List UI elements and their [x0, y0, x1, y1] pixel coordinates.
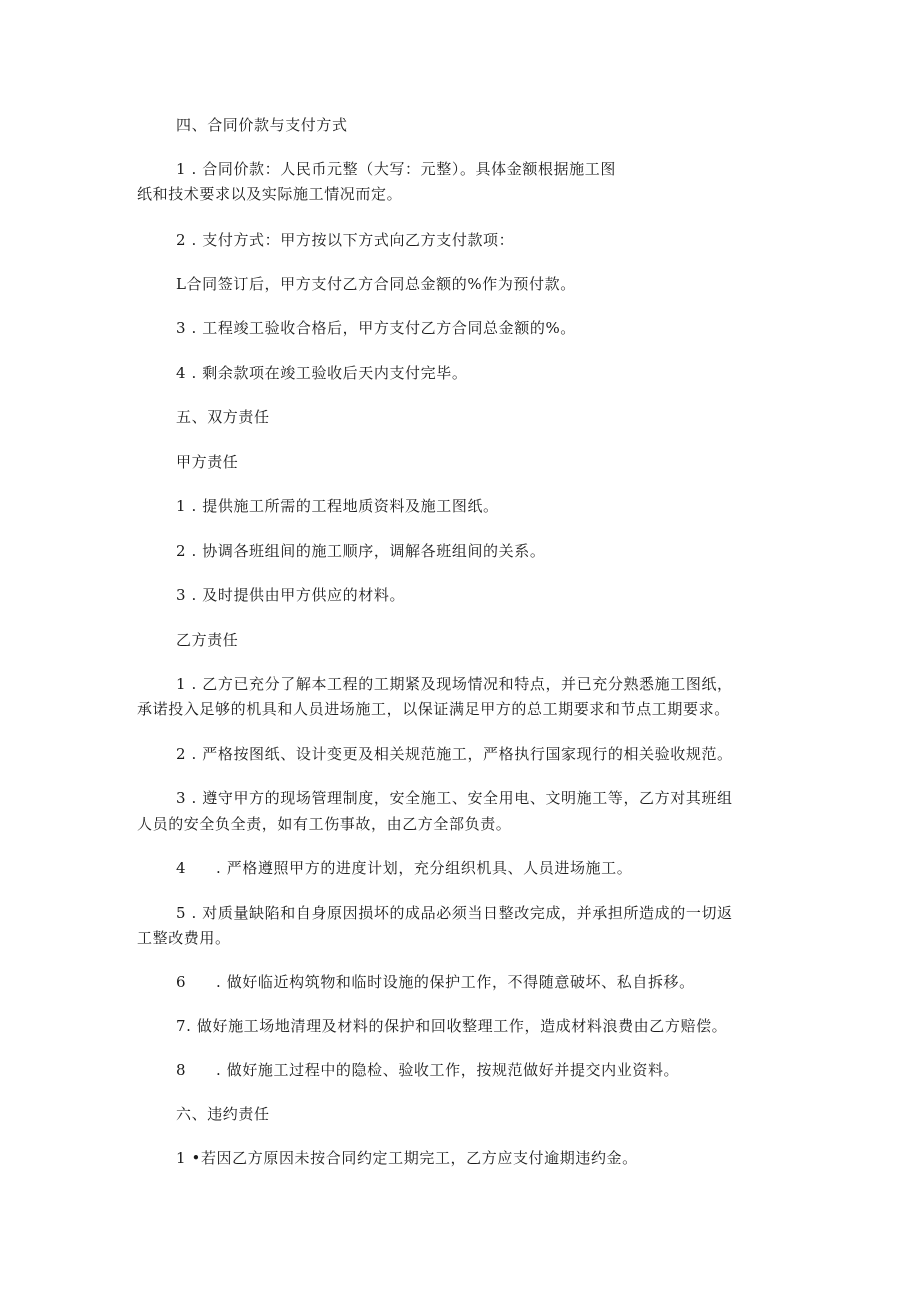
party-a-item-1: 1 . 提供施工所需的工程地质资料及施工图纸。 [176, 497, 499, 515]
section-4-item-3: 3 . 工程竣工验收合格后，甲方支付乙方合同总金额的%。 [176, 319, 576, 337]
party-b-item-1-line-1: 1 . 乙方已充分了解本工程的工期紧及现场情况和特点，并已充分熟悉施工图纸， [176, 675, 733, 693]
party-b-item-5-line-2: 工整改费用。 [137, 929, 231, 947]
section-4-item-1-line-1: 1 . 合同价款：人民币元整（大写：元整）。具体金额根据施工图 [176, 160, 616, 178]
party-a-item-2: 2 . 协调各班组间的施工顺序，调解各班组间的关系。 [176, 542, 546, 560]
section-4-item-2-sub-1: L合同签订后，甲方支付乙方合同总金额的%作为预付款。 [176, 275, 576, 293]
party-b-item-6-number: 6 [176, 973, 187, 991]
party-b-item-6 [176, 971, 695, 993]
section-4-item-4: 4 . 剩余款项在竣工验收后天内支付完毕。 [176, 364, 468, 382]
section-5-heading: 五、双方责任 [176, 408, 270, 426]
party-b-item-7: 7. 做好施工场地清理及材料的保护和回收整理工作，造成材料浪费由乙方赔偿。 [176, 1017, 728, 1035]
party-b-item-3-line-1: 3 . 遵守甲方的现场管理制度，安全施工、安全用电、文明施工等，乙方对其班组 [176, 789, 733, 807]
party-b-item-8-text: . 做好施工过程中的隐检、验收工作，按规范做好并提交内业资料。 [216, 1061, 680, 1079]
party-b-item-6-text: . 做好临近构筑物和临时设施的保护工作，不得随意破坏、私自拆移。 [216, 973, 695, 991]
party-a-heading: 甲方责任 [176, 453, 239, 471]
party-b-item-5-line-1: 5 . 对质量缺陷和自身原因损坏的成品必须当日整改完成，并承担所造成的一切返 [176, 904, 733, 922]
party-b-item-8 [176, 1059, 679, 1081]
party-b-item-2: 2 . 严格按图纸、设计变更及相关规范施工，严格执行国家现行的相关验收规范。 [176, 745, 733, 763]
party-b-item-8-number: 8 [176, 1061, 187, 1079]
party-b-item-4-number: 4 [176, 859, 187, 877]
party-b-item-4 [176, 857, 632, 879]
party-b-item-4-text: . 严格遵照甲方的进度计划，充分组织机具、人员进场施工。 [216, 859, 633, 877]
section-4-item-2: 2 . 支付方式：甲方按以下方式向乙方支付款项： [176, 231, 515, 249]
section-6-item-1: 1 •若因乙方原因未按合同约定工期完工，乙方应支付逾期违约金。 [176, 1149, 638, 1167]
party-b-heading: 乙方责任 [176, 631, 239, 649]
party-b-item-1-line-2: 承诺投入足够的机具和人员进场施工，以保证满足甲方的总工期要求和节点工期要求。 [137, 700, 730, 718]
section-6-heading: 六、违约责任 [176, 1105, 270, 1123]
party-a-item-3: 3 . 及时提供由甲方供应的材料。 [176, 586, 406, 604]
section-4-item-1-line-2: 纸和技术要求以及实际施工情况而定。 [137, 185, 403, 203]
party-b-item-3-line-2: 人员的安全负全责，如有工伤事故，由乙方全部负责。 [137, 815, 512, 833]
section-4-heading: 四、合同价款与支付方式 [176, 116, 348, 134]
